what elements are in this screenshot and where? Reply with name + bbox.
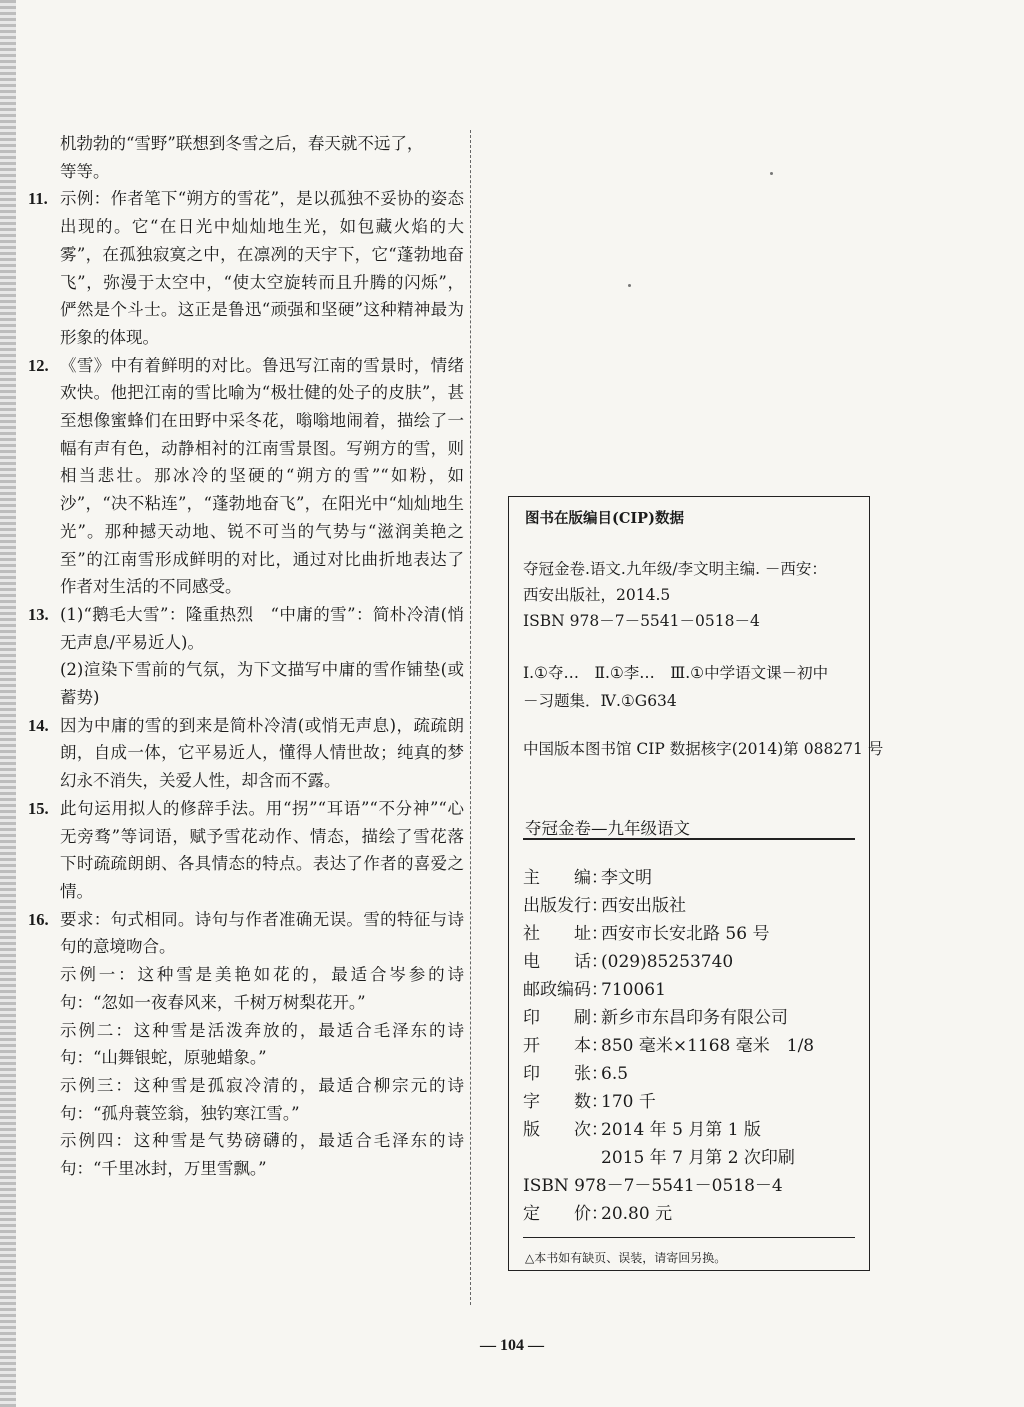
cip-line: 西安出版社，2014.5 [523,586,671,604]
info-value: 西安市长安北路 56 号 [601,924,770,944]
answer-16 [28,906,464,1183]
info-label: 定 价： [523,1204,608,1224]
info-row-isbn [523,1171,783,1196]
info-row-phone [523,947,733,972]
edition-continued: 2015 年 7 月第 2 次印刷 [601,1148,795,1168]
info-row-postcode [523,975,666,1000]
cip-line: 中国版本图书馆 CIP 数据核字(2014)第 088271 号 [523,740,884,758]
answer-text: 因为中庸的雪的到来是简朴冷清(或悄无声息)，疏疏朗朗，自成一体，它平易近人，懂得人情世故；纯真的梦幻永不消失，关爱人性，却含而不露。 [60,715,464,791]
info-row-price [523,1199,672,1224]
cip-line: 夺冠金卷.语文.九年级/李文明主编. －西安： [523,560,827,578]
answer-11 [28,185,464,351]
intro-line-1: 机勃勃的“雪野”联想到冬雪之后，春天就不远了， [60,134,424,153]
info-value: (029)85253740 [601,952,734,972]
info-row-printer [523,1003,788,1028]
info-label: 版 次： [523,1120,608,1140]
answer-number: 14. [28,715,49,735]
info-label: 开 本： [523,1036,608,1056]
info-label: 印 刷： [523,1008,608,1028]
info-label: 电 话： [523,952,608,972]
note-rule [523,1237,855,1238]
price-value: 20.80 元 [601,1204,673,1224]
title-rule [523,838,855,840]
info-value: 新乡市东昌印务有限公司 [601,1008,788,1028]
info-row-edition [523,1115,761,1140]
info-row-address [523,919,769,944]
info-value: 李文明 [601,868,652,888]
info-label: 出版发行： [523,896,608,916]
info-label: 主 编： [523,868,608,888]
info-row-editor [523,863,652,888]
answer-number: 13. [28,604,49,624]
intro-line-2: 等等。 [60,161,110,181]
answer-text: (2)渲染下雪前的气氛，为下文描写中庸的雪作铺垫(或蓄势) [60,660,464,708]
cip-heading: 图书在版编目(CIP)数据 [525,510,684,527]
answer-text: 要求：句式相同。诗句与作者准确无误。雪的特征与诗句的意境吻合。 [60,909,464,957]
info-value: 710061 [601,980,666,1000]
book-title: 夺冠金卷—九年级语文 [525,819,690,838]
column-divider [470,130,471,1305]
example-text: 示例一：这种雪是美艳如花的，最适合岑参的诗句：“忽如一夜春风来，千树万树梨花开。” [60,965,464,1012]
info-label: 邮政编码： [523,980,608,1000]
answer-15 [28,795,464,906]
info-label: 印 张： [523,1064,608,1084]
answer-text: 《雪》中有着鲜明的对比。鲁迅写江南的雪景时，情绪欢快。他把江南的雪比喻为“极壮健的处子的皮肤”，甚至想像蜜蜂们在田野中采冬花，嗡嗡地闹着，描绘了一幅有声有色，动静相衬的江南雪景图。写朔方的雪，则相当悲壮。那冰冷的坚硬的“朔方的雪”“如粉，如沙”，“决不粘连”，“蓬勃地奋飞”，在阳光中“灿灿地生光”。那种撼天动地、锐不可当的气势与“滋润美艳之至”的江南雪形成鲜明的对比，通过对比曲折地表达了作者对生活的不同感受。 [60,355,464,597]
scan-speck [628,284,631,287]
example-text: 示例四：这种雪是气势磅礴的，最适合毛泽东的诗句：“千里冰封，万里雪飘。” [60,1131,464,1179]
info-row-wordcount [523,1087,656,1112]
answer-number: 12. [28,355,49,375]
answer-12 [28,352,464,601]
answer-number: 11. [28,189,48,209]
cip-line: ISBN 978－7－5541－0518－4 [523,612,760,630]
info-label: 社 址： [523,924,608,944]
answer-text: 此句运用拟人的修辞手法。用“拐”“耳语”“不分神”“心无旁骛”等词语，赋予雪花动作、情态，描绘了雪花落下时疏疏朗朗、各具情态的特点。表达了作者的喜爱之情。 [60,798,464,901]
scan-edge [0,0,16,1407]
cip-line: Ⅰ.①夺… Ⅱ.①李… Ⅲ.①中学语文课－初中 [523,664,829,682]
info-label: 字 数： [523,1092,608,1112]
answer-column [28,130,464,1183]
answer-14 [28,712,464,795]
info-row-format [523,1031,814,1056]
page-number: — 104 — [480,1337,544,1354]
scan-speck [770,172,773,175]
info-value: 2014 年 5 月第 1 版 [601,1120,761,1140]
replacement-note: △本书如有缺页、误装，请寄回另换。 [525,1251,727,1265]
cip-line: －习题集．Ⅳ.①G634 [523,692,677,710]
info-value: 6.5 [601,1064,629,1084]
info-row-publisher [523,891,686,916]
answer-text: (1)“鹅毛大雪”：隆重热烈 “中庸的雪”：简朴冷清(悄无声息/平易近人)。 [60,604,464,652]
info-value: 西安出版社 [601,896,686,916]
answer-number: 16. [28,909,49,929]
info-value: 850 毫米×1168 毫米 1/8 [601,1036,815,1056]
info-value: 170 千 [601,1092,656,1112]
example-text: 示例二：这种雪是活泼奔放的，最适合毛泽东的诗句：“山舞银蛇，原驰蜡象。” [60,1020,464,1068]
answer-13 [28,601,464,712]
answer-text: 示例：作者笔下“朔方的雪花”，是以孤独不妥协的姿态出现的。它“在日光中灿灿地生光，如包藏火焰的大雾”，在孤独寂寞之中，在凛冽的天宇下，它“蓬勃地奋飞”，弥漫于太空中，“使太空旋转而且升腾的闪烁”，俨然是个斗士。这正是鲁迅“顽强和坚硬”这种精神最为形象的体现。 [60,189,464,347]
example-text: 示例三：这种雪是孤寂冷清的，最适合柳宗元的诗句：“孤舟蓑笠翁，独钓寒江雪。” [60,1075,464,1123]
info-row-sheets [523,1059,628,1084]
answer-number: 15. [28,798,49,818]
isbn-value: ISBN 978－7－5541－0518－4 [523,1176,783,1196]
cip-box [508,496,884,1271]
